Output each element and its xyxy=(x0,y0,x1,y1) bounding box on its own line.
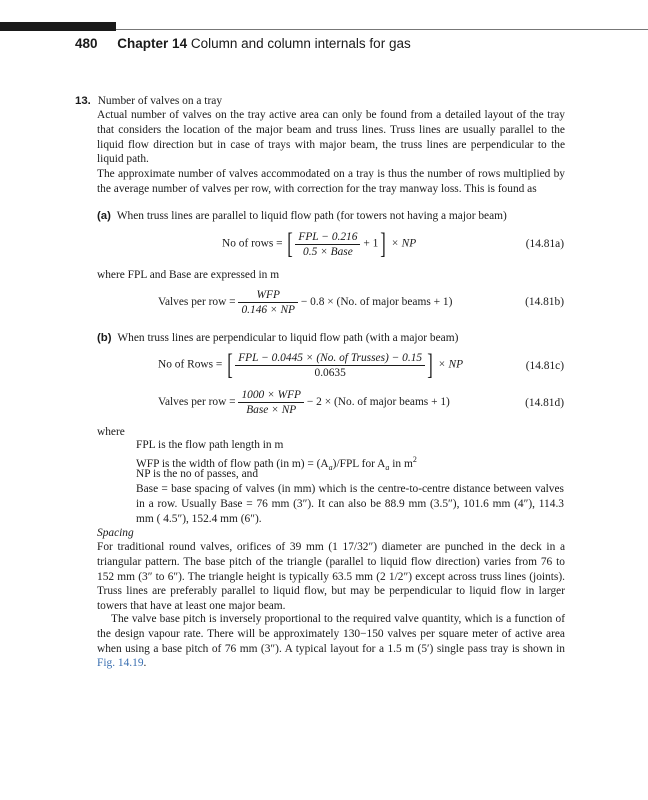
eq1-close-bracket: ] xyxy=(380,227,387,260)
def-wfp-a: WFP is the width of flow path (in m) = (A xyxy=(136,457,329,470)
eq1-numerator: FPL − 0.216 xyxy=(295,230,360,245)
eq1-open-bracket: [ xyxy=(287,227,294,260)
eq2-tail: − 0.8 × (No. of major beams + 1) xyxy=(300,296,453,309)
eq4-tail: − 2 × (No. of major beams + 1) xyxy=(306,396,450,409)
eq3-number: (14.81c) xyxy=(525,360,564,372)
case-a-text: When truss lines are parallel to liquid flow path (for towers not having a major beam) xyxy=(116,210,507,222)
intro-paragraph: Actual number of valves on the tray active area can only be found from a detailed layout of the tray that considers the location of the major beam and truss lines. Truss lines are usually parallel to the liquid flow direction but in case of trays with major beam, the truss lines are perpendicular to the liquid path. xyxy=(97,109,565,166)
eq4-denominator: Base × NP xyxy=(246,404,297,416)
eq3-lhs: No of Rows = xyxy=(158,358,223,371)
eq3-numerator: FPL − 0.0445 × (No. of Trusses) − 0.15 xyxy=(235,351,425,366)
spacing-heading: Spacing xyxy=(97,527,134,539)
eq4-fraction xyxy=(238,388,304,417)
section-number: 13. xyxy=(75,95,91,107)
eq4-numerator: 1000 × WFP xyxy=(238,388,304,403)
approx-paragraph: The approximate number of valves accommodated on a tray is thus the number of rows multiplied by the average number of valves per row, with correction for the tray manway loss. This is found as xyxy=(97,168,565,195)
equation-14-81c xyxy=(158,350,463,380)
equation-14-81a xyxy=(222,229,416,259)
def-wfp-sup: 2 xyxy=(412,455,417,464)
eq3-fraction xyxy=(235,351,425,380)
eq1-fraction xyxy=(295,230,360,259)
spacing-para2-end: . xyxy=(143,657,147,670)
eq2-lhs: Valves per row = xyxy=(158,296,236,309)
case-a xyxy=(97,209,507,224)
def-wfp-c: in m xyxy=(389,457,413,470)
eq3-open-bracket: [ xyxy=(227,348,233,381)
eq1-plus-one: + 1 xyxy=(363,237,379,250)
eq2-number: (14.81b) xyxy=(525,296,564,308)
eq3-times-np: × NP xyxy=(437,358,464,371)
spacing-para2-text: The valve base pitch is inversely proportional to the required valve quantity, which is a function of the design vapour rate. There will be approximately 130−150 valves per square meter of active area when using a base pitch of 76 mm (3″). A typical layout for a 1.5 m (5′) single pass tray is shown in xyxy=(97,613,565,655)
figure-link[interactable]: Fig. 14.19 xyxy=(97,657,144,670)
chapter-label: Chapter 14 xyxy=(117,36,188,51)
header-rule xyxy=(116,29,648,30)
where-label: where xyxy=(97,426,125,438)
def-wfp-sub2: a xyxy=(385,463,390,473)
eq2-fraction xyxy=(238,288,298,317)
def-base: Base = base spacing of valves (in mm) which is the centre-to-centre distance between valves in a row. Usually Base = 76 mm (3″). It can also be 88.9 mm (3.5″), 101.6 mm (4″), 114.3 mm ( 4.5″), 152.4 mm (6″). xyxy=(136,483,564,525)
running-header xyxy=(75,36,411,51)
eq1-times-np: × NP xyxy=(391,237,417,250)
eq1-number: (14.81a) xyxy=(525,238,564,250)
eq1-denominator: 0.5 × Base xyxy=(303,245,353,258)
spacing-paragraph-1: For traditional round valves, orifices of 39 mm (1 17/32″) diameter are punched in the deck in a triangular pattern. The base pitch of the triangle (parallel to liquid flow direction) varies from 76 to 152 mm (3″ to 6″). The triangle height is typically 63.5 mm (2 1/2″) except across truss lines (joints). Truss lines are preferably parallel to liquid flow, but may be perpendicular to liquid flow in larger towers that have at least one major beam. xyxy=(97,541,565,613)
case-b xyxy=(97,331,458,346)
eq3-close-bracket: ] xyxy=(427,348,433,381)
case-b-label: (b) xyxy=(97,332,112,344)
case-a-label: (a) xyxy=(97,210,111,222)
section-heading xyxy=(75,94,222,109)
section-title: Number of valves on a tray xyxy=(97,95,223,107)
eq2-numerator: WFP xyxy=(238,288,298,303)
def-fpl: FPL is the flow path length in m xyxy=(136,439,284,451)
eq4-number: (14.81d) xyxy=(525,397,564,409)
eq3-denominator: 0.0635 xyxy=(314,366,346,379)
eq1-lhs: No of rows = xyxy=(222,237,283,250)
chapter-title: Column and column internals for gas xyxy=(190,36,411,51)
def-wfp-b: )/FPL for A xyxy=(332,457,386,470)
equation-14-81b xyxy=(158,288,452,317)
equation-14-81d xyxy=(158,388,450,417)
eq2-denominator: 0.146 × NP xyxy=(241,304,296,316)
case-b-text: When truss lines are perpendicular to liquid flow path (with a major beam) xyxy=(117,332,459,344)
page-number: 480 xyxy=(75,36,98,51)
def-wfp-sub: a xyxy=(328,463,333,473)
def-np: NP is the no of passes, and xyxy=(136,468,259,480)
header-bar xyxy=(0,22,116,31)
eq4-lhs: Valves per row = xyxy=(158,396,236,409)
units-note: where FPL and Base are expressed in m xyxy=(97,269,280,281)
spacing-paragraph-2 xyxy=(97,612,565,671)
